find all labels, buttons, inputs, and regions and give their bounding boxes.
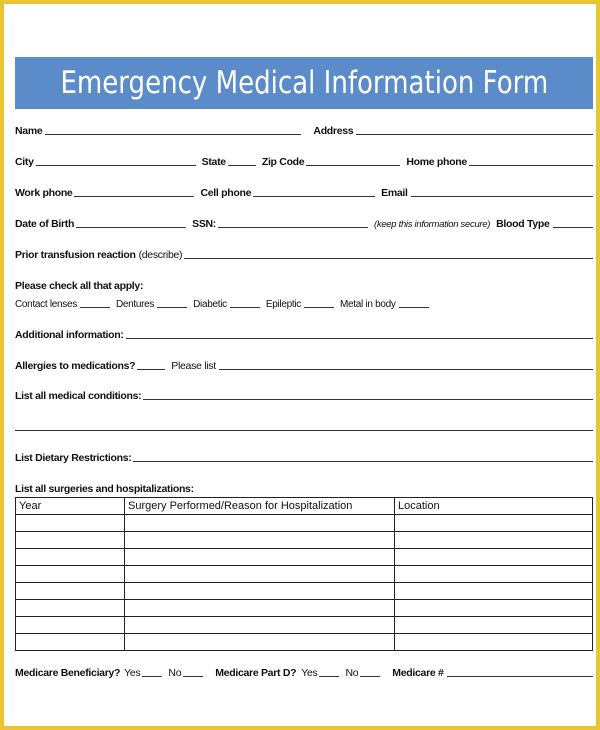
row-dietary bbox=[15, 448, 593, 464]
diabetic-field[interactable] bbox=[230, 307, 260, 308]
table-cell[interactable] bbox=[395, 600, 593, 617]
year-header: Year bbox=[16, 498, 125, 515]
home-phone-label: Home phone bbox=[406, 156, 467, 168]
table-cell[interactable] bbox=[395, 532, 593, 549]
table-cell[interactable] bbox=[16, 566, 125, 583]
row-check-heading bbox=[15, 276, 593, 292]
allergies-list-field[interactable] bbox=[219, 369, 593, 370]
part-d-no-label: No bbox=[345, 667, 359, 679]
row-phones bbox=[15, 183, 593, 199]
cell-phone-field[interactable] bbox=[253, 196, 375, 197]
ssn-label: SSN: bbox=[192, 218, 216, 230]
table-row bbox=[16, 617, 593, 634]
part-d-yes-label: Yes bbox=[301, 667, 318, 679]
table-cell[interactable] bbox=[16, 532, 125, 549]
dob-label: Date of Birth bbox=[15, 218, 75, 230]
surgeries-label: List all surgeries and hospitalizations: bbox=[15, 483, 194, 495]
dietary-field[interactable] bbox=[133, 461, 593, 462]
blood-type-label: Blood Type bbox=[496, 218, 550, 230]
table-cell[interactable] bbox=[395, 549, 593, 566]
table-cell[interactable] bbox=[125, 583, 395, 600]
table-row bbox=[16, 549, 593, 566]
home-phone-field[interactable] bbox=[469, 165, 593, 166]
contact-lenses-label: Contact lenses bbox=[15, 299, 77, 310]
medical-conditions-field[interactable] bbox=[143, 399, 593, 400]
ssn-note: (keep this information secure) bbox=[374, 219, 491, 230]
row-medicare bbox=[15, 663, 593, 679]
part-d-no-field[interactable] bbox=[360, 676, 380, 677]
medical-conditions-label: List all medical conditions: bbox=[15, 390, 142, 402]
table-cell[interactable] bbox=[16, 617, 125, 634]
medicare-beneficiary-label: Medicare Beneficiary? bbox=[15, 667, 121, 679]
table-cell[interactable] bbox=[395, 566, 593, 583]
table-cell[interactable] bbox=[395, 583, 593, 600]
table-row bbox=[16, 600, 593, 617]
medicare-part-d-label: Medicare Part D? bbox=[215, 667, 297, 679]
row-transfusion bbox=[15, 245, 593, 261]
part-d-yes-field[interactable] bbox=[319, 676, 339, 677]
table-cell[interactable] bbox=[16, 634, 125, 651]
table-cell[interactable] bbox=[395, 634, 593, 651]
city-field[interactable] bbox=[36, 165, 196, 166]
table-cell[interactable] bbox=[125, 617, 395, 634]
epileptic-field[interactable] bbox=[304, 307, 334, 308]
medicare-number-field[interactable] bbox=[447, 676, 593, 677]
epileptic-label: Epileptic bbox=[265, 299, 301, 310]
email-field[interactable] bbox=[411, 196, 593, 197]
title-banner bbox=[15, 57, 593, 109]
please-list-label: Please list bbox=[171, 360, 216, 372]
additional-label: Additional information: bbox=[15, 329, 124, 341]
medicare-no-field[interactable] bbox=[183, 676, 203, 677]
table-cell[interactable] bbox=[16, 600, 125, 617]
blood-type-field[interactable] bbox=[553, 227, 593, 228]
allergies-answer-field[interactable] bbox=[137, 369, 165, 370]
row-medical-conditions-2 bbox=[15, 417, 593, 433]
allergies-label: Allergies to medications? bbox=[15, 360, 136, 372]
surgeries-table bbox=[15, 497, 593, 651]
row-surgeries bbox=[15, 479, 593, 495]
dentures-label: Dentures bbox=[115, 299, 155, 310]
form-title: Emergency Medical Information Form bbox=[60, 65, 548, 101]
table-cell[interactable] bbox=[125, 532, 395, 549]
state-label: State bbox=[201, 156, 226, 168]
ssn-field[interactable] bbox=[218, 227, 368, 228]
diabetic-label: Diabetic bbox=[193, 299, 227, 310]
cell-phone-label: Cell phone bbox=[200, 187, 252, 199]
table-row bbox=[16, 515, 593, 532]
row-additional bbox=[15, 325, 593, 341]
medicare-number-label: Medicare # bbox=[392, 667, 444, 679]
address-label: Address bbox=[313, 125, 354, 137]
row-city bbox=[15, 152, 593, 168]
dietary-label: List Dietary Restrictions: bbox=[15, 452, 132, 464]
table-row bbox=[16, 583, 593, 600]
dob-field[interactable] bbox=[76, 227, 186, 228]
table-row bbox=[16, 566, 593, 583]
additional-field[interactable] bbox=[126, 338, 593, 339]
row-allergies bbox=[15, 356, 593, 372]
table-cell[interactable] bbox=[125, 515, 395, 532]
transfusion-note: (describe) bbox=[138, 249, 183, 261]
table-cell[interactable] bbox=[395, 515, 593, 532]
check-all-label: Please check all that apply: bbox=[15, 280, 144, 292]
surgery-header: Surgery Performed/Reason for Hospitalization bbox=[125, 498, 395, 515]
location-header: Location bbox=[395, 498, 593, 515]
row-dob bbox=[15, 214, 593, 230]
email-label: Email bbox=[381, 187, 408, 199]
table-header-row bbox=[16, 498, 593, 515]
medicare-no-label: No bbox=[168, 667, 182, 679]
metal-in-body-label: Metal in body bbox=[339, 299, 396, 310]
table-cell[interactable] bbox=[16, 515, 125, 532]
table-row bbox=[16, 532, 593, 549]
medicare-yes-field[interactable] bbox=[142, 676, 162, 677]
transfusion-label: Prior transfusion reaction bbox=[15, 249, 136, 261]
form-page bbox=[4, 4, 596, 726]
zip-field[interactable] bbox=[306, 165, 400, 166]
name-label: Name bbox=[15, 125, 43, 137]
address-field[interactable] bbox=[356, 134, 593, 135]
name-field[interactable] bbox=[45, 134, 301, 135]
state-field[interactable] bbox=[228, 165, 256, 166]
table-cell[interactable] bbox=[125, 549, 395, 566]
work-phone-field[interactable] bbox=[74, 196, 194, 197]
work-phone-label: Work phone bbox=[15, 187, 73, 199]
row-name-address bbox=[15, 121, 593, 137]
city-label: City bbox=[15, 156, 34, 168]
medicare-yes-label: Yes bbox=[124, 667, 141, 679]
table-cell[interactable] bbox=[16, 549, 125, 566]
contact-lenses-field[interactable] bbox=[80, 307, 110, 308]
row-conditions bbox=[15, 294, 593, 310]
table-cell[interactable] bbox=[16, 583, 125, 600]
table-cell[interactable] bbox=[125, 566, 395, 583]
table-cell[interactable] bbox=[395, 617, 593, 634]
table-row bbox=[16, 634, 593, 651]
transfusion-field[interactable] bbox=[184, 258, 593, 259]
table-cell[interactable] bbox=[125, 634, 395, 651]
zip-label: Zip Code bbox=[261, 156, 305, 168]
table-cell[interactable] bbox=[125, 600, 395, 617]
metal-in-body-field[interactable] bbox=[399, 307, 429, 308]
medical-conditions-field-2[interactable] bbox=[15, 430, 593, 431]
dentures-field[interactable] bbox=[157, 307, 187, 308]
row-medical-conditions bbox=[15, 386, 593, 402]
